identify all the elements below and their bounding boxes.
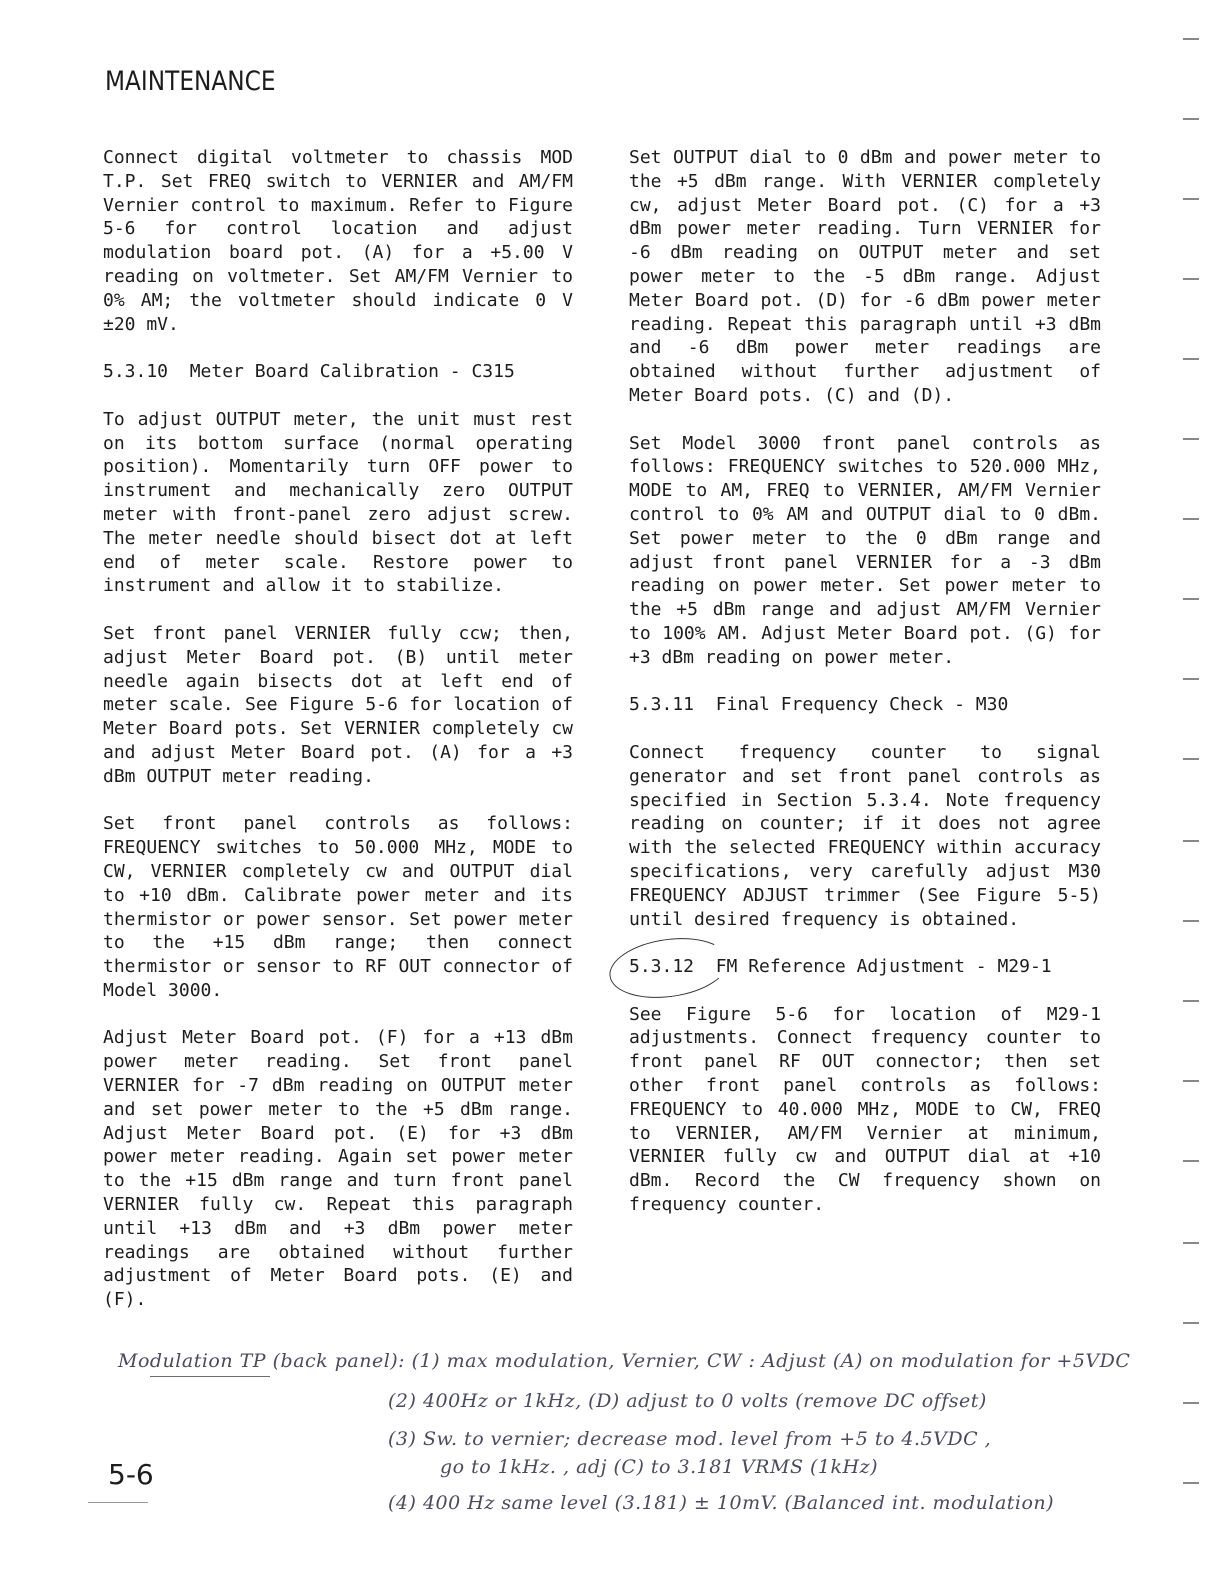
handwritten-note-line: (3) Sw. to vernier; decrease mod. level from +5 to 4.5VDC ,: [388, 1428, 992, 1450]
paragraph: Adjust Meter Board pot. (F) for a +13 dBm power meter reading. Set front panel VERNIER for -7 dBm reading on OUTPUT meter and set power meter to the +5 dBm range. Adjust Meter Board pot. (E) for +3 dBm power meter reading. Again set power meter to the +15 dBm range and turn front panel VERNIER fully cw. Repeat this paragraph until +13 dBm and +3 dBm power meter readings are obtained without further adjustment of Meter Board pots. (E) and (F).: [103, 1027, 573, 1311]
margin-tick: [1183, 358, 1199, 360]
paragraph: Set OUTPUT dial to 0 dBm and power meter to the +5 dBm range. With VERNIER completely cw, adjust Meter Board pot. (C) for a +3 dBm power meter reading. Turn VERNIER for -6 dBm reading on OUTPUT meter and set power meter to the -5 dBm range. Adjust Meter Board pot. (D) for -6 dBm power meter reading. Repeat this paragraph until +3 dBm and -6 dBm power meter readings are obtained without further adjustment of Meter Board pots. (C) and (D).: [629, 147, 1101, 406]
heading-text: 5.3.12 FM Reference Adjustment - M29-1: [629, 956, 1052, 978]
section-header: MAINTENANCE: [105, 66, 276, 97]
margin-tick: [1183, 1482, 1199, 1484]
handwritten-note-line: (2) 400Hz or 1kHz, (D) adjust to 0 volts (remove DC offset): [388, 1390, 987, 1412]
margin-tick: [1183, 678, 1199, 680]
handwritten-note-line: (4) 400 Hz same level (3.181) ± 10mV. (Balanced int. modulation): [388, 1492, 1055, 1514]
margin-tick: [1183, 1160, 1199, 1162]
margin-tick: [1183, 278, 1199, 280]
margin-tick: [1183, 1402, 1199, 1404]
margin-tick: [1183, 1322, 1199, 1324]
handwritten-underline: [150, 1376, 270, 1377]
page-number: 5-6: [108, 1458, 154, 1491]
paragraph: To adjust OUTPUT meter, the unit must rest on its bottom surface (normal operating position). Momentarily turn OFF power to instrument and mechanically zero OUTPUT meter with front-panel zero adjust screw. The meter needle should bisect dot at left end of meter scale. Restore power to instrument and allow it to stabilize.: [103, 408, 573, 597]
paragraph: Connect digital voltmeter to chassis MOD T.P. Set FREQ switch to VERNIER and AM/FM Vernier control to maximum. Refer to Figure 5-6 for control location and adjust modulation board pot. (A) for a +5.00 V reading on voltmeter. Set AM/FM Vernier to 0% AM; the voltmeter should indicate 0 V ±20 mV.: [103, 147, 573, 335]
paragraph: Connect frequency counter to signal generator and set front panel controls as specified in Section 5.3.4. Note frequency reading on counter; if it does not agree with the selected FREQUENCY within accuracy specifications, very carefully adjust M30 FREQUENCY ADJUST trimmer (See Figure 5-5) until desired frequency is obtained.: [629, 741, 1101, 930]
paragraph: Set front panel VERNIER fully ccw; then, adjust Meter Board pot. (B) until meter needle again bisects dot at left end of meter scale. See Figure 5-6 for location of Meter Board pots. Set VERNIER completely cw and adjust Meter Board pot. (A) for a +3 dBm OUTPUT meter reading.: [103, 622, 573, 787]
section-heading-5-3-10: 5.3.10 Meter Board Calibration - C315: [103, 361, 515, 383]
hand-drawn-circle: [606, 931, 733, 1005]
footer-rule: [88, 1502, 148, 1503]
margin-tick: [1183, 1242, 1199, 1244]
margin-tick: [1183, 518, 1199, 520]
margin-tick: [1183, 598, 1199, 600]
margin-tick: [1183, 118, 1199, 120]
margin-tick: [1183, 438, 1199, 440]
handwritten-note-line: go to 1kHz. , adj (C) to 3.181 VRMS (1kHz): [440, 1456, 879, 1478]
margin-tick: [1183, 38, 1199, 40]
handwritten-note-line: Modulation TP (back panel): (1) max modulation, Vernier, CW : Adjust (A) on modulation for +5VDC: [118, 1350, 1131, 1372]
section-heading-5-3-12: [629, 955, 1101, 979]
right-column: [629, 146, 1101, 1241]
margin-tick: [1183, 1000, 1199, 1002]
paragraph: See Figure 5-6 for location of M29-1 adjustments. Connect frequency counter to front panel RF OUT connector; then set other front panel controls as follows: FREQUENCY to 40.000 MHz, MODE to CW, FREQ to VERNIER, AM/FM Vernier at minimum, VERNIER fully cw and OUTPUT dial at +10 dBm. Record the CW frequency shown on frequency counter.: [629, 1003, 1101, 1216]
paragraph: Set front panel controls as follows: FREQUENCY switches to 50.000 MHz, MODE to CW, VERNIER completely cw and OUTPUT dial to +10 dBm. Calibrate power meter and its thermistor or power sensor. Set power meter to the +15 dBm range; then connect thermistor or sensor to RF OUT connector of Model 3000.: [103, 813, 573, 1001]
margin-tick: [1183, 1080, 1199, 1082]
margin-tick: [1183, 920, 1199, 922]
margin-tick: [1183, 198, 1199, 200]
left-column: [103, 146, 573, 1336]
margin-tick: [1183, 758, 1199, 760]
paragraph: Set Model 3000 front panel controls as follows: FREQUENCY switches to 520.000 MHz, MODE to AM, FREQ to VERNIER, AM/FM Vernier control to 0% AM and OUTPUT dial to 0 dBm. Set power meter to the 0 dBm range and adjust front panel VERNIER for a -3 dBm reading on power meter. Set power meter to the +5 dBm range and adjust AM/FM Vernier to 100% AM. Adjust Meter Board pot. (G) for +3 dBm reading on power meter.: [629, 432, 1101, 668]
margin-tick: [1183, 840, 1199, 842]
section-heading-5-3-11: 5.3.11 Final Frequency Check - M30: [629, 694, 1009, 716]
